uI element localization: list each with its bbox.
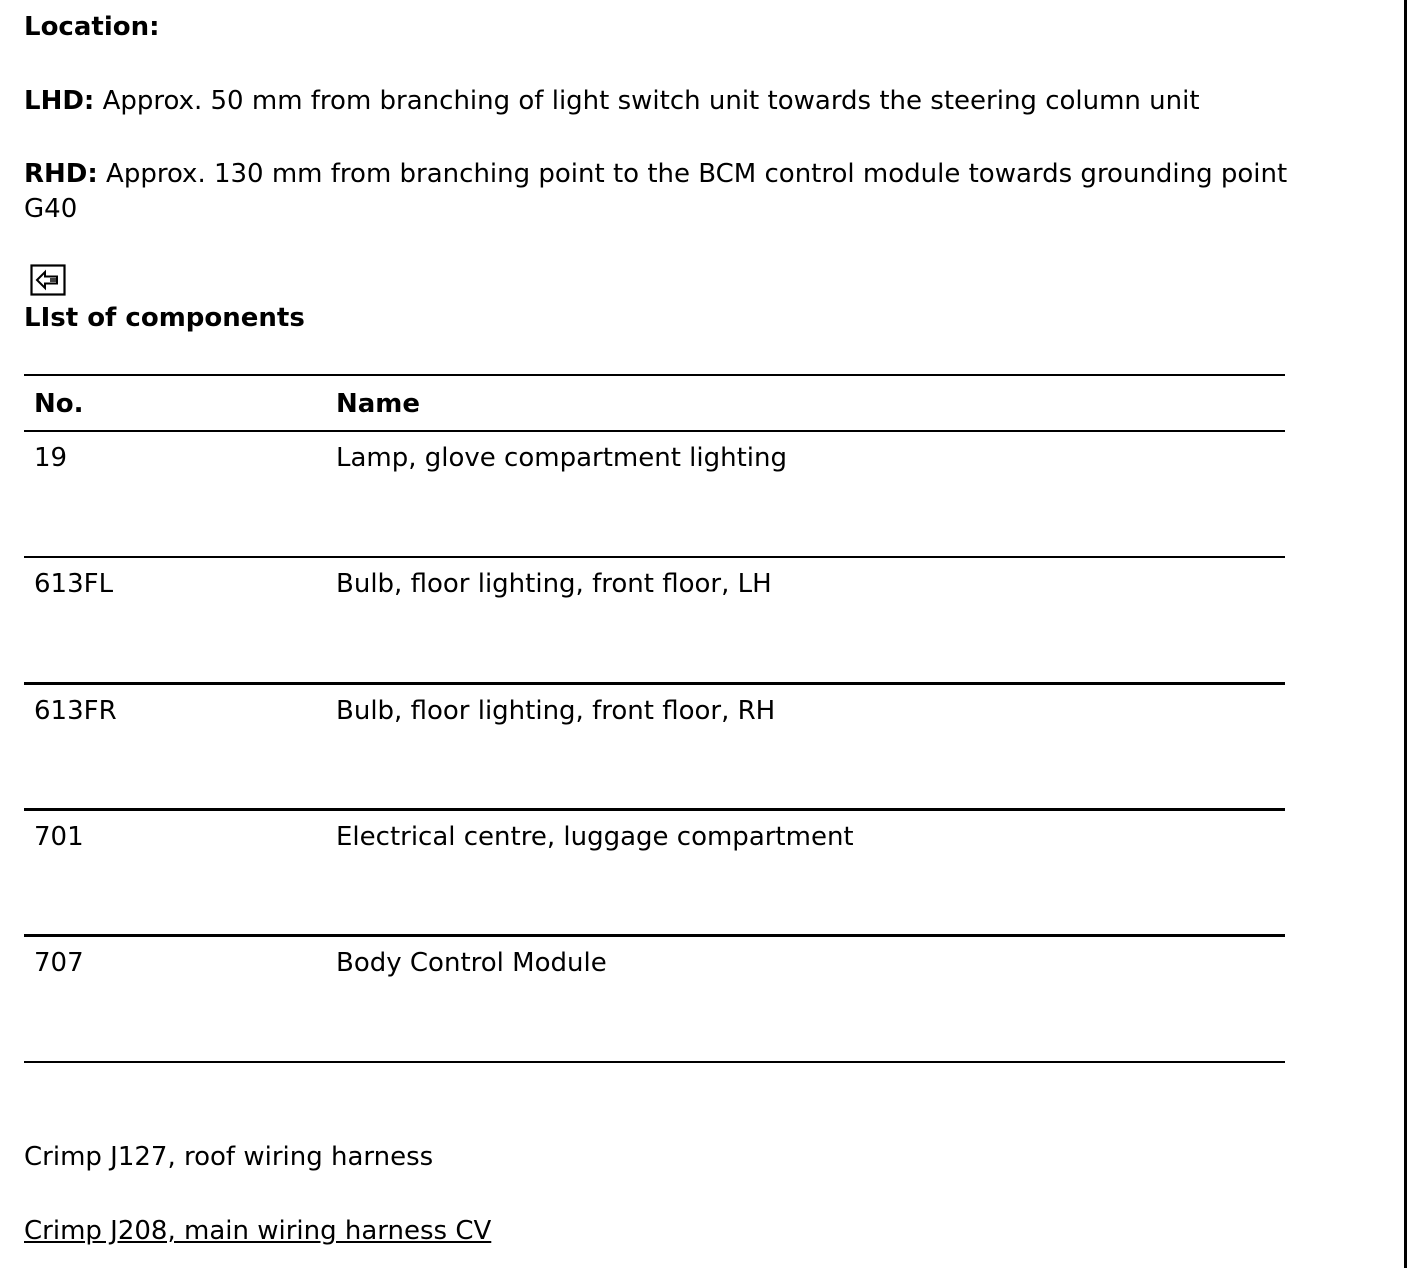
rhd-label: RHD: (24, 159, 98, 189)
table-row-rule (24, 556, 1285, 558)
column-header-name: Name (336, 389, 421, 419)
components-list-heading: LIst of components (24, 303, 305, 333)
rhd-text: Approx. 130 mm from branching point to the BCM control module towards grounding point (106, 159, 1288, 189)
lhd-text: Approx. 50 mm from branching of light switch unit towards the steering column unit (102, 86, 1200, 116)
table-row-no: 613FL (34, 569, 114, 599)
table-row-no: 613FR (34, 696, 117, 726)
table-row-name: Electrical centre, luggage compartment (336, 822, 854, 852)
table-header-rule (24, 430, 1285, 432)
table-row-rule (24, 808, 1285, 811)
rhd-location-line (24, 157, 1287, 191)
location-heading: Location: (24, 12, 160, 42)
table-row-name: Body Control Module (336, 948, 607, 978)
table-row-rule (24, 934, 1285, 937)
page-right-border (1404, 0, 1407, 1268)
table-row-no: 19 (34, 443, 68, 473)
table-row-no: 701 (34, 822, 84, 852)
table-row-name: Bulb, floor lighting, front floor, RH (336, 696, 776, 726)
table-row-rule (24, 682, 1285, 685)
table-bottom-rule (24, 1061, 1285, 1063)
lhd-location-line (24, 84, 1200, 118)
back-arrow-icon[interactable] (30, 264, 66, 296)
table-top-rule (24, 374, 1285, 376)
table-row-no: 707 (34, 948, 84, 978)
table-row-name: Bulb, floor lighting, front floor, LH (336, 569, 772, 599)
crimp-j127-link[interactable]: Crimp J127, roof wiring harness (24, 1142, 434, 1172)
table-row-name: Lamp, glove compartment lighting (336, 443, 788, 473)
lhd-label: LHD: (24, 86, 95, 116)
crimp-j208-link[interactable]: Crimp J208, main wiring harness CV (24, 1216, 492, 1246)
column-header-no: No. (34, 389, 84, 419)
rhd-text-continuation: G40 (24, 194, 78, 224)
